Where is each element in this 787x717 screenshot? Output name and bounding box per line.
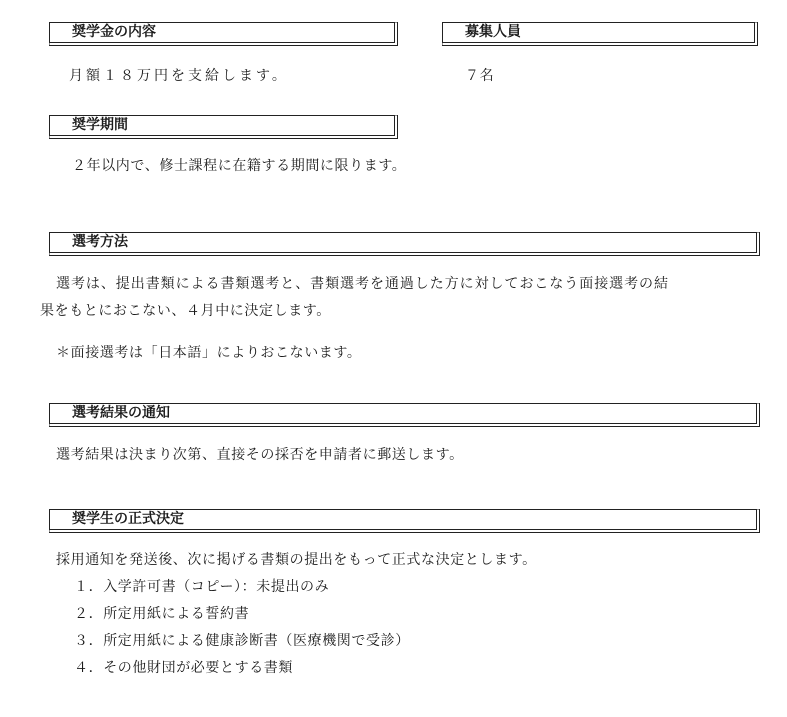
item-text: 所定用紙による誓約書 — [103, 606, 250, 622]
scholarship-content-text: 月額１８万円を支給します。 — [69, 68, 289, 84]
selection-notice-heading: 選考結果の通知 — [49, 403, 760, 427]
scholarship-period-text: ２年以内で、修士課程に在籍する期間に限ります。 — [72, 158, 407, 174]
item-number: ４． — [74, 660, 104, 676]
required-document-item-3 — [74, 631, 410, 651]
recruitment-heading: 募集人員 — [442, 22, 758, 46]
item-number: ３． — [74, 633, 104, 649]
scholarship-period-heading: 奨学期間 — [49, 115, 398, 139]
required-document-item-4 — [74, 658, 293, 678]
selection-method-note: ＊面接選考は「日本語」によりおこないます。 — [56, 345, 362, 361]
selection-method-heading: 選考方法 — [49, 232, 760, 256]
item-text: 所定用紙による健康診断書（医療機関で受診） — [103, 633, 410, 649]
selection-method-line1: 選考は、提出書類による書類選考と、書類選考を通過した方に対しておこなう面接選考の結 — [56, 276, 669, 292]
selection-notice-text: 選考結果は決まり次第、直接その採否を申請者に郵送します。 — [56, 447, 464, 463]
item-number: ２． — [74, 606, 104, 622]
required-document-item-2 — [74, 604, 249, 624]
scholarship-content-heading: 奨学金の内容 — [49, 22, 398, 46]
formal-decision-heading: 奨学生の正式決定 — [49, 509, 760, 533]
required-document-item-1 — [74, 577, 329, 597]
item-text: 入学許可書（コピー）：未提出のみ — [103, 579, 330, 595]
recruitment-text: ７名 — [465, 68, 495, 84]
formal-decision-intro: 採用通知を発送後、次に掲げる書類の提出をもって正式な決定とします。 — [56, 552, 537, 568]
item-number: １． — [74, 579, 104, 595]
item-text: その他財団が必要とする書類 — [103, 660, 294, 676]
selection-method-line2: 果をもとにおこない、４月中に決定します。 — [40, 303, 331, 319]
